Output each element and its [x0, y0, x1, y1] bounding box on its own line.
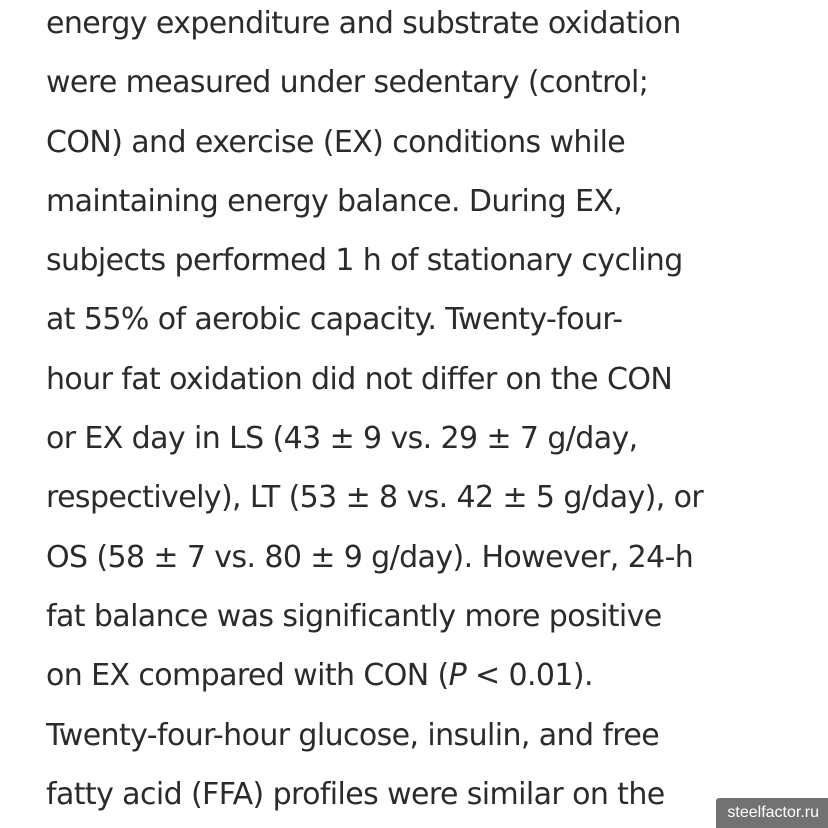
text-line: fat balance was significantly more positive — [46, 598, 662, 634]
text-segment: on EX compared with CON ( — [46, 658, 449, 694]
text-line: Twenty-four-hour glucose, insulin, and free — [46, 717, 660, 753]
text-line: energy expenditure and substrate oxidation — [46, 6, 681, 41]
text-line: fatty acid (FFA) profiles were similar on the — [46, 776, 665, 812]
text-line: were measured under sedentary (control; — [46, 65, 649, 101]
text-line: at 55% of aerobic capacity. Twenty-four- — [46, 302, 623, 338]
abstract-text — [46, 0, 826, 824]
text-line: CON) and exercise (EX) conditions while — [46, 124, 626, 160]
text-line: hour fat oxidation did not differ on the CON — [46, 361, 673, 397]
text-line-p-value — [46, 646, 826, 705]
text-line: subjects performed 1 h of stationary cycling — [46, 243, 683, 279]
text-line: OS (58 ± 7 vs. 80 ± 9 g/day). However, 24-h — [46, 539, 694, 575]
text-segment: < 0.01). — [466, 658, 593, 694]
text-line: respectively), LT (53 ± 8 vs. 42 ± 5 g/day), or — [46, 480, 704, 516]
watermark: steelfactor.ru — [716, 798, 828, 828]
text-line: or EX day in LS (43 ± 9 vs. 29 ± 7 g/day, — [46, 421, 638, 457]
text-line: maintaining energy balance. During EX, — [46, 183, 623, 219]
p-symbol: P — [448, 658, 467, 694]
